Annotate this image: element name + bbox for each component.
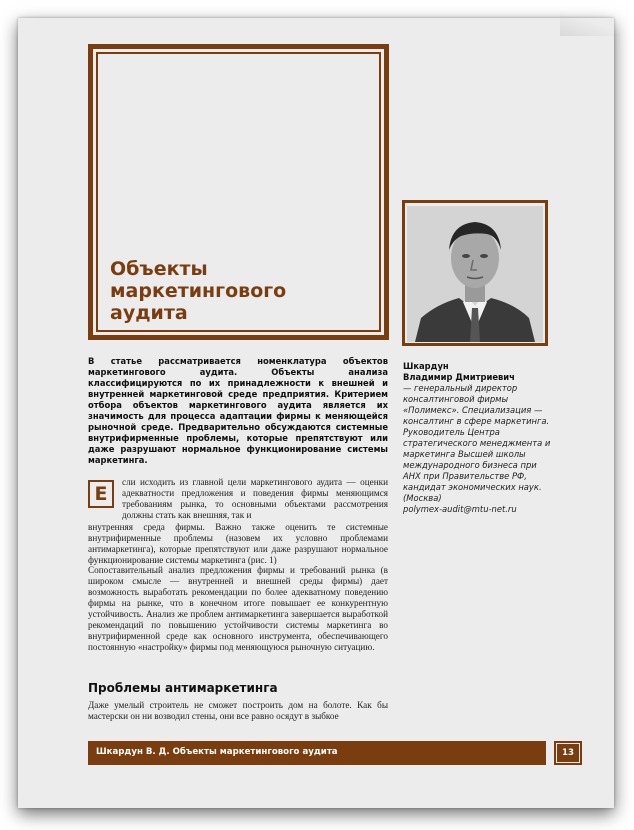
paragraph-2: Сопоставительный анализ предложения фирмы и требований рынка (в широком смысле — внутренней и внешней среды фирмы) дает возможность выработать рекомендации по более адекватному поведению фирмы на рынке, что в конечном итоге повышает ее конкурентную устойчивость. Анализ же проблем антимаркетинга завершается выработкой рекомендаций по повышению устойчивости системы маркетинга во внутрифирменной среде как основного инструмента, обеспечивающего постоянную «настройку» фирмы под меняющуюся рыночную ситуацию. — [88, 565, 388, 652]
page-curl-shadow — [560, 6, 620, 36]
article-abstract: В статье рассматривается номенклатура объектов маркетингового аудита. Объекты анализа классифицируются по их принадлежности к внешней и внутренней маркетинговой среде предприятия. Критерием отбора объектов маркетингового аудита является их значимость для процесса адаптации фирмы к меняющейся рыночной среде. Предварительно обсуждаются системные внутрифирменные проблемы, которые препятствуют или даже разрушают нормальное функционирование системы маркетинга. — [88, 356, 388, 465]
title-line: Объекты — [110, 258, 208, 280]
paragraph-1-rest: внутренняя среда фирмы. Важно также оценить те системные внутрифирменные проблемы (назовем их условно проблемами антимаркетинга), которые препятствуют или даже разрушают нормальное функционирование системы маркетинга (рис. 1) — [88, 522, 388, 565]
author-surname: Шкардун — [403, 361, 449, 371]
bio-line: (Москва) — [403, 493, 442, 503]
author-name — [403, 361, 553, 383]
paragraph-1-start: сли исходить из главной цели маркетингового аудита — оценки адекватности предложения и поведения фирмы меняющимся требованиям рынка, то основными объектами рассмотрения должны стать как внешняя, так и — [122, 477, 388, 520]
author-bio — [403, 361, 553, 515]
title-line: маркетингового — [110, 280, 287, 302]
title-line: аудита — [110, 302, 188, 324]
bio-line: Руководитель Центра — [403, 427, 500, 437]
article-title — [110, 258, 370, 324]
bio-line: международного бизнеса при — [403, 460, 537, 470]
author-email[interactable]: polymex-audit@mtu-net.ru — [403, 504, 517, 514]
running-title: Шкардун В. Д. Объекты маркетингового аудита — [96, 747, 338, 757]
bio-line: — генеральный директор — [403, 383, 518, 393]
bio-line: стратегического менеджмента и — [403, 438, 551, 448]
bio-line: кандидат экономических наук. — [403, 482, 542, 492]
drop-cap: Е — [88, 480, 114, 508]
section-heading: Проблемы антимаркетинга — [88, 681, 278, 695]
author-given-names: Владимир Дмитриевич — [403, 372, 515, 382]
bio-line: консалтинг в сфере маркетинга. — [403, 416, 550, 426]
author-description — [403, 383, 553, 515]
paragraph-3: Даже умелый строитель не сможет построить дом на болоте. Как бы мастерски он ни возводил стены, они все равно осядут в зыбкое — [88, 700, 388, 721]
author-photo — [407, 206, 543, 342]
bio-line: «Полимекс». Специализация — — [403, 405, 543, 415]
bio-line: АНХ при Правительстве РФ, — [403, 471, 527, 481]
page-number: 13 — [557, 744, 579, 762]
bio-line: консалтинговой фирмы — [403, 394, 509, 404]
bio-line: маркетинга Высшей школы — [403, 449, 526, 459]
